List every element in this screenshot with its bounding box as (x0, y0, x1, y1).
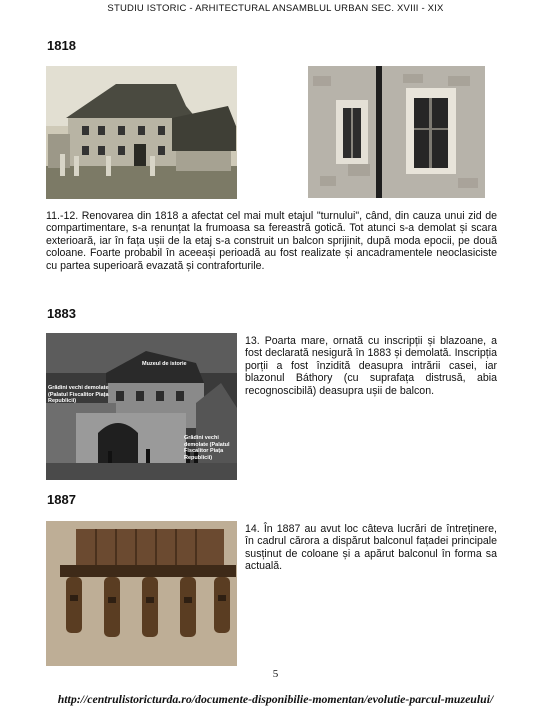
paragraph-1818: 11.-12. Renovarea din 1818 a afectat cel mai mult etajul "turnului", când, din cauza unui zid de compartimentare, s-a renunțat la frumoasa sa fereastră gotică. Tot atunci s-a demolat și scara exterioară, iar în fața ușii de la etaj s-a construit un balcon sprijinit, după moda epocii, pe două coloane. Foarte probabil în aceeași perioadă au fost realizate și ancadramentele neoclasiciste cu partea superioară evazată și contraforturile. (46, 210, 497, 272)
document-header: STUDIU ISTORIC - ARHITECTURAL ANSAMBLUL URBAN SEC. XVIII - XIX (107, 3, 444, 14)
engraving-label-left: Grădini vechi demolate (Palatul Fiscalitor Piața Republicii) (48, 385, 109, 404)
section-year-1818: 1818 (47, 38, 76, 53)
paragraph-1887: 14. În 1887 au avut loc câteva lucrări de întreținere, în cadrul cărora a dispărut balconul fațadei principale susținut de coloane și a apărut balconul în forma sa actuală. (245, 523, 497, 573)
window-photo-1818-image (308, 66, 485, 198)
page-number: 5 (272, 668, 279, 680)
source-url[interactable]: http://centrulistoricturda.ro/documente-disponibilie-momentan/evolutie-parcul-muzeului/ (57, 692, 494, 706)
engraving-label-right: Grădini vechi demolate (Palatul Fiscalitor Piața Republicii) (184, 435, 230, 461)
paragraph-1883: 13. Poarta mare, ornată cu inscripții și blazoane, a fost declarată nesigură în 1883 și demolată. Inscripția porții a fost înzidită deasupra intrării casei, iar blazonul Báthory (cu suprafața distrusă, abia recognoscibilă) deasupra ușii de balcon. (245, 335, 497, 397)
section-year-1883: 1883 (47, 306, 76, 321)
engraving-label-museum: Muzeul de istorie (142, 361, 187, 367)
house-drawing-1818-image (46, 66, 237, 199)
balcony-photo-1887-image (46, 521, 237, 666)
section-year-1887: 1887 (47, 492, 76, 507)
gate-engraving-1883-image (46, 333, 237, 480)
